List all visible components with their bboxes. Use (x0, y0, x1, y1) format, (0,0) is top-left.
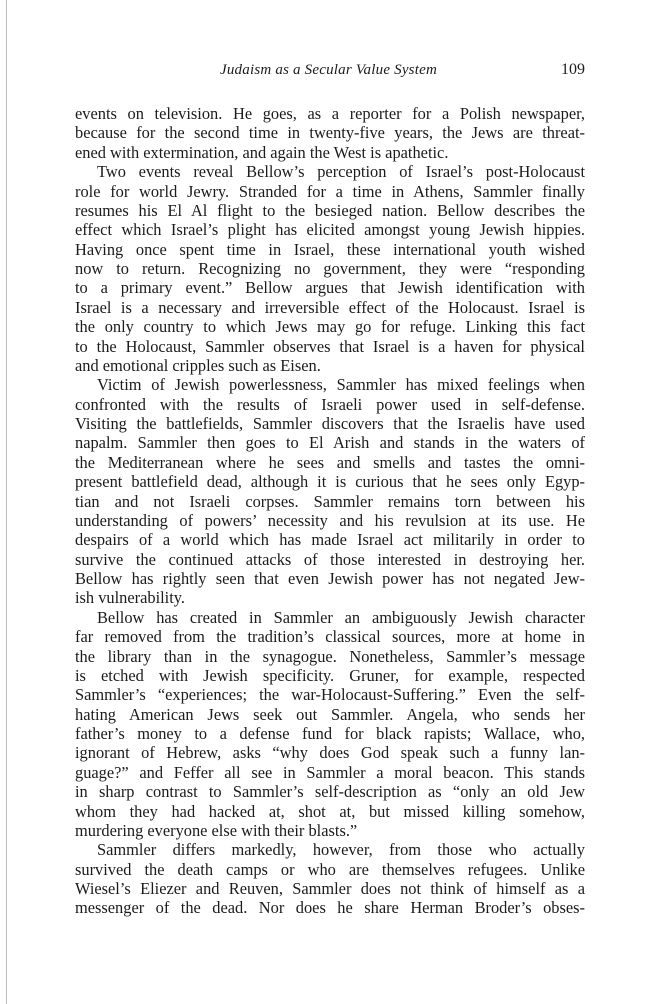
text-line: murdering everyone else with their blasts.” (75, 820, 358, 840)
text-line: Sammler differs markedly, however, from those who actually (97, 840, 585, 860)
text-line: guage?” and Feffer all see in Sammler a moral beacon. This stands (75, 762, 585, 782)
paragraph (75, 840, 585, 918)
paragraph (75, 104, 585, 162)
text-line: the library than in the synagogue. Nonetheless, Sammler’s message (75, 646, 585, 666)
text-line: and emotional cripples such as Eisen. (75, 355, 321, 375)
text-line: Wiesel’s Eliezer and Reuven, Sammler does not think of himself as a (75, 879, 585, 898)
text-line: Sammler’s “experiences; the war-Holocaust-Suffering.” Even the self- (75, 685, 585, 705)
running-header (75, 62, 585, 84)
text-line: resumes his El Al flight to the besieged nation. Bellow describes the (75, 200, 585, 220)
text-line: napalm. Sammler then goes to El Arish and stands in the waters of (75, 433, 585, 453)
text-line: Visiting the battlefields, Sammler discovers that the Israelis have used (75, 414, 585, 433)
text-line: to a primary event.” Bellow argues that Jewish identification with (75, 278, 585, 298)
text-line: because for the second time in twenty-five years, the Jews are threat- (75, 123, 585, 143)
text-line: Victim of Jewish powerlessness, Sammler has mixed feelings when (97, 375, 585, 395)
text-line: survive the continued attacks of those interested in destroying her. (75, 549, 585, 569)
text-line: role for world Jewry. Stranded for a time in Athens, Sammler finally (75, 181, 585, 201)
text-line: the only country to which Jews may go for refuge. Linking this fact (75, 317, 585, 337)
text-line: understanding of powers’ necessity and his revulsion at its use. He (75, 510, 585, 530)
paragraph (75, 375, 585, 608)
text-line: father’s money to a defense fund for black rapists; Wallace, who, (75, 724, 585, 743)
text-line: Two events reveal Bellow’s perception of Israel’s post-Holocaust (97, 162, 585, 182)
text-line: ened with extermination, and again the West is apathetic. (75, 142, 449, 162)
paragraph (75, 608, 585, 841)
text-line: Bellow has created in Sammler an ambiguously Jewish character (97, 607, 585, 627)
text-line: is etched with Jewish specificity. Gruner, for example, respected (75, 665, 585, 685)
text-line: messenger of the dead. Nor does he share Herman Broder’s obses- (75, 898, 585, 918)
text-line: whom they had hacked at, shot at, but missed killing somehow, (75, 801, 585, 821)
page-number: 109 (561, 61, 585, 78)
text-line: Israel is a necessary and irreversible effect of the Holocaust. Israel is (75, 297, 585, 317)
text-line: in sharp contrast to Sammler’s self-description as “only an old Jew (75, 782, 585, 802)
text-line: tian and not Israeli corpses. Sammler remains torn between his (75, 491, 585, 511)
body-text (75, 104, 585, 918)
text-line: ish vulnerability. (75, 588, 186, 608)
text-line: present battlefield dead, although it is curious that he sees only Egyp- (75, 472, 585, 492)
text-line: Bellow has rightly seen that even Jewish power has not negated Jew- (75, 569, 585, 588)
text-line: survived the death camps or who are themselves refugees. Unlike (75, 859, 585, 879)
text-line: effect which Israel’s plight has elicited amongst young Jewish hippies. (75, 220, 585, 240)
text-line: the Mediterranean where he sees and smells and tastes the omni- (75, 452, 585, 472)
text-line: despairs of a world which has made Israel act militarily in order to (75, 530, 585, 550)
running-title: Judaism as a Secular Value System (220, 62, 437, 78)
text-line: hating American Jews seek out Sammler. Angela, who sends her (75, 704, 585, 724)
text-line: to the Holocaust, Sammler observes that Israel is a haven for physical (75, 336, 585, 356)
text-line: events on television. He goes, as a reporter for a Polish newspaper, (75, 104, 585, 123)
paragraph (75, 162, 585, 375)
text-line: far removed from the tradition’s classical sources, more at home in (75, 627, 585, 647)
text-line: ignorant of Hebrew, asks “why does God speak such a funny lan- (75, 743, 585, 763)
text-line: now to return. Recognizing no government, they were “responding (75, 259, 585, 278)
text-line: Having once spent time in Israel, these international youth wished (75, 239, 585, 259)
page-binding-edge (6, 0, 7, 1004)
text-line: confronted with the results of Israeli power used in self-defense. (75, 394, 585, 414)
